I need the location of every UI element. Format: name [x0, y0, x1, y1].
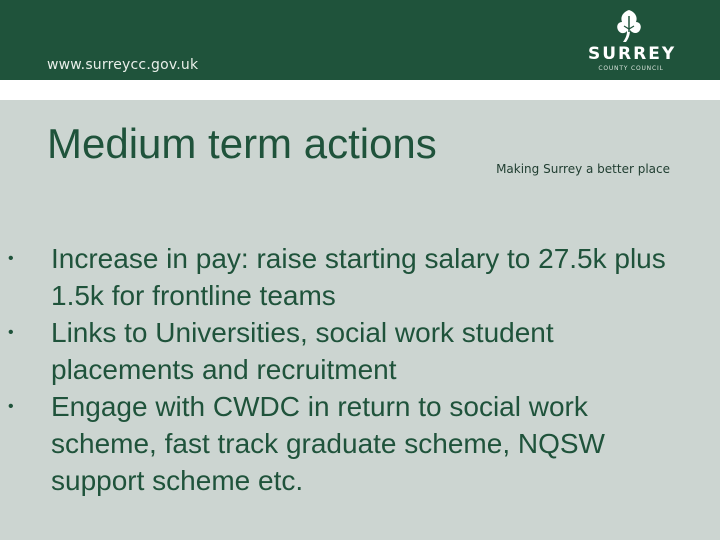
bullet-icon: •	[8, 398, 14, 415]
list-item	[0, 314, 700, 388]
tagline: Making Surrey a better place	[496, 162, 670, 176]
logo-name: SURREY	[588, 44, 677, 64]
website-url: www.surreycc.gov.uk	[47, 57, 199, 73]
logo-subtitle: COUNTY COUNCIL	[598, 65, 664, 72]
list-item	[0, 388, 700, 499]
bullet-text: Engage with CWDC in return to social work scheme, fast track graduate scheme, NQSW support scheme etc.	[51, 391, 605, 496]
bullet-icon: •	[8, 250, 14, 267]
bullet-text: Increase in pay: raise starting salary to 27.5k plus 1.5k for frontline teams	[51, 243, 666, 311]
oak-leaf-icon	[612, 8, 646, 44]
bullet-text: Links to Universities, social work student placements and recruitment	[51, 317, 554, 385]
bullet-icon: •	[8, 324, 14, 341]
bullet-list	[0, 240, 700, 499]
slide-title: Medium term actions	[47, 120, 437, 167]
header-banner	[0, 0, 720, 80]
list-item	[0, 240, 700, 314]
